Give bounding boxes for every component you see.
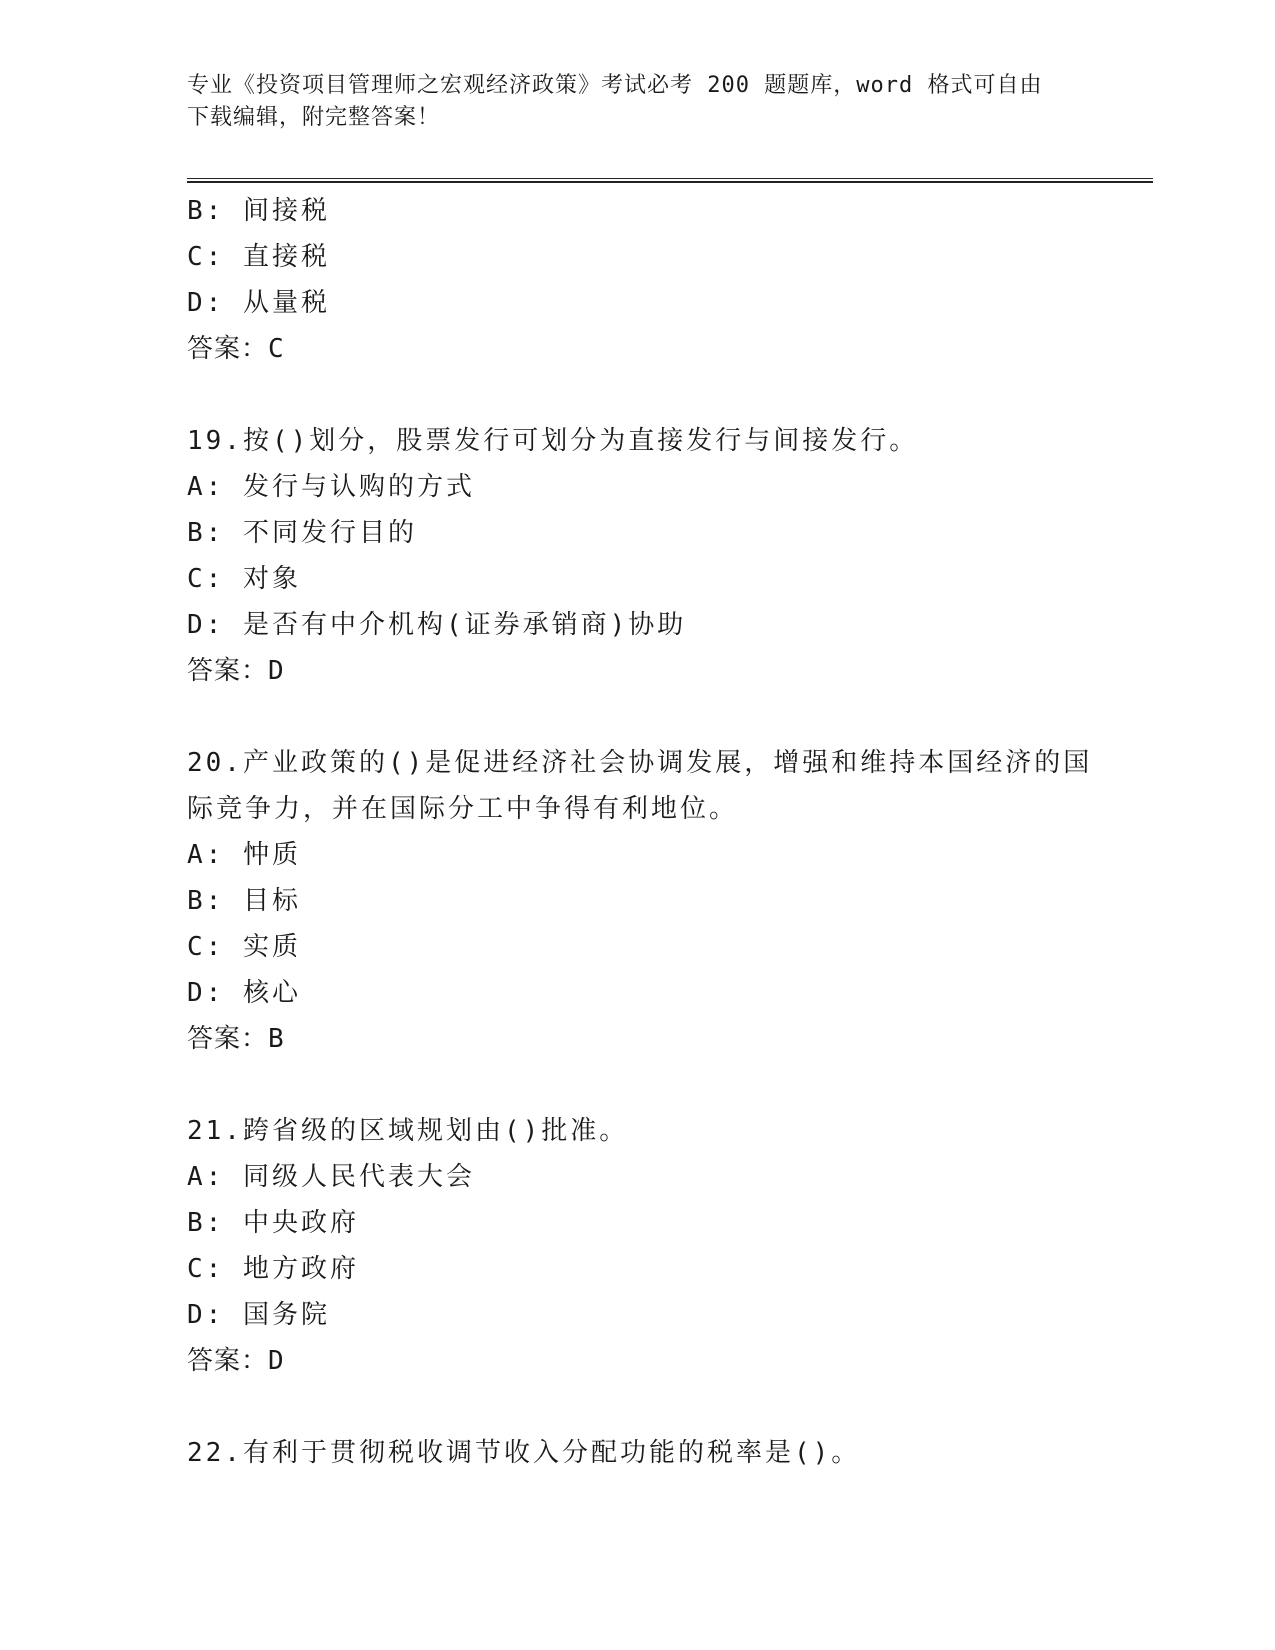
question-21 (187, 1108, 1087, 1384)
option-c: C: 直接税 (187, 242, 330, 272)
option-a: A: 发行与认购的方式 (187, 472, 475, 502)
question-20 (187, 740, 1093, 1062)
option-b: B: 中央政府 (187, 1208, 359, 1238)
answer-line: 答案：D (187, 656, 285, 686)
option-b: B: 目标 (187, 886, 301, 916)
option-d: D: 核心 (187, 978, 301, 1008)
spacer (187, 694, 1087, 740)
option-d: D: 国务院 (187, 1300, 330, 1330)
option-d: D: 是否有中介机构(证券承销商)协助 (187, 610, 687, 640)
option-c: C: 地方政府 (187, 1254, 359, 1284)
option-c: C: 对象 (187, 564, 301, 594)
question-text: 21.跨省级的区域规划由()批准。 (187, 1116, 629, 1146)
option-b: B: 不同发行目的 (187, 518, 417, 548)
spacer (187, 1062, 1087, 1108)
answer-line: 答案：D (187, 1346, 285, 1376)
question-text: 19.按()划分，股票发行可划分为直接发行与间接发行。 (187, 426, 919, 456)
option-c: C: 实质 (187, 932, 301, 962)
option-a: A: 忡质 (187, 840, 301, 870)
question-19 (187, 418, 1087, 694)
answer-line: 答案：B (187, 1024, 285, 1054)
spacer (187, 1384, 1087, 1430)
document-header (187, 70, 1087, 134)
question-text: 20.产业政策的()是促进经济社会协调发展，增强和维持本国经济的国 (187, 748, 1093, 778)
option-d: D: 从量税 (187, 288, 330, 318)
answer-line: 答案：C (187, 334, 285, 364)
spacer (187, 372, 1087, 418)
header-line-1: 专业《投资项目管理师之宏观经济政策》考试必考 200 题题库，word 格式可自由 (187, 73, 1043, 98)
question-text: 22.有利于贯彻税收调节收入分配功能的税率是()。 (187, 1438, 861, 1468)
question-text-continued: 际竞争力，并在国际分工中争得有利地位。 (187, 794, 739, 824)
question-22 (187, 1430, 1087, 1476)
option-a: A: 同级人民代表大会 (187, 1162, 475, 1192)
question-list (187, 188, 1093, 1476)
question-partial (187, 188, 1087, 372)
header-divider (187, 178, 1153, 183)
option-b: B: 间接税 (187, 196, 330, 226)
header-line-2: 下载编辑，附完整答案！ (187, 105, 441, 130)
